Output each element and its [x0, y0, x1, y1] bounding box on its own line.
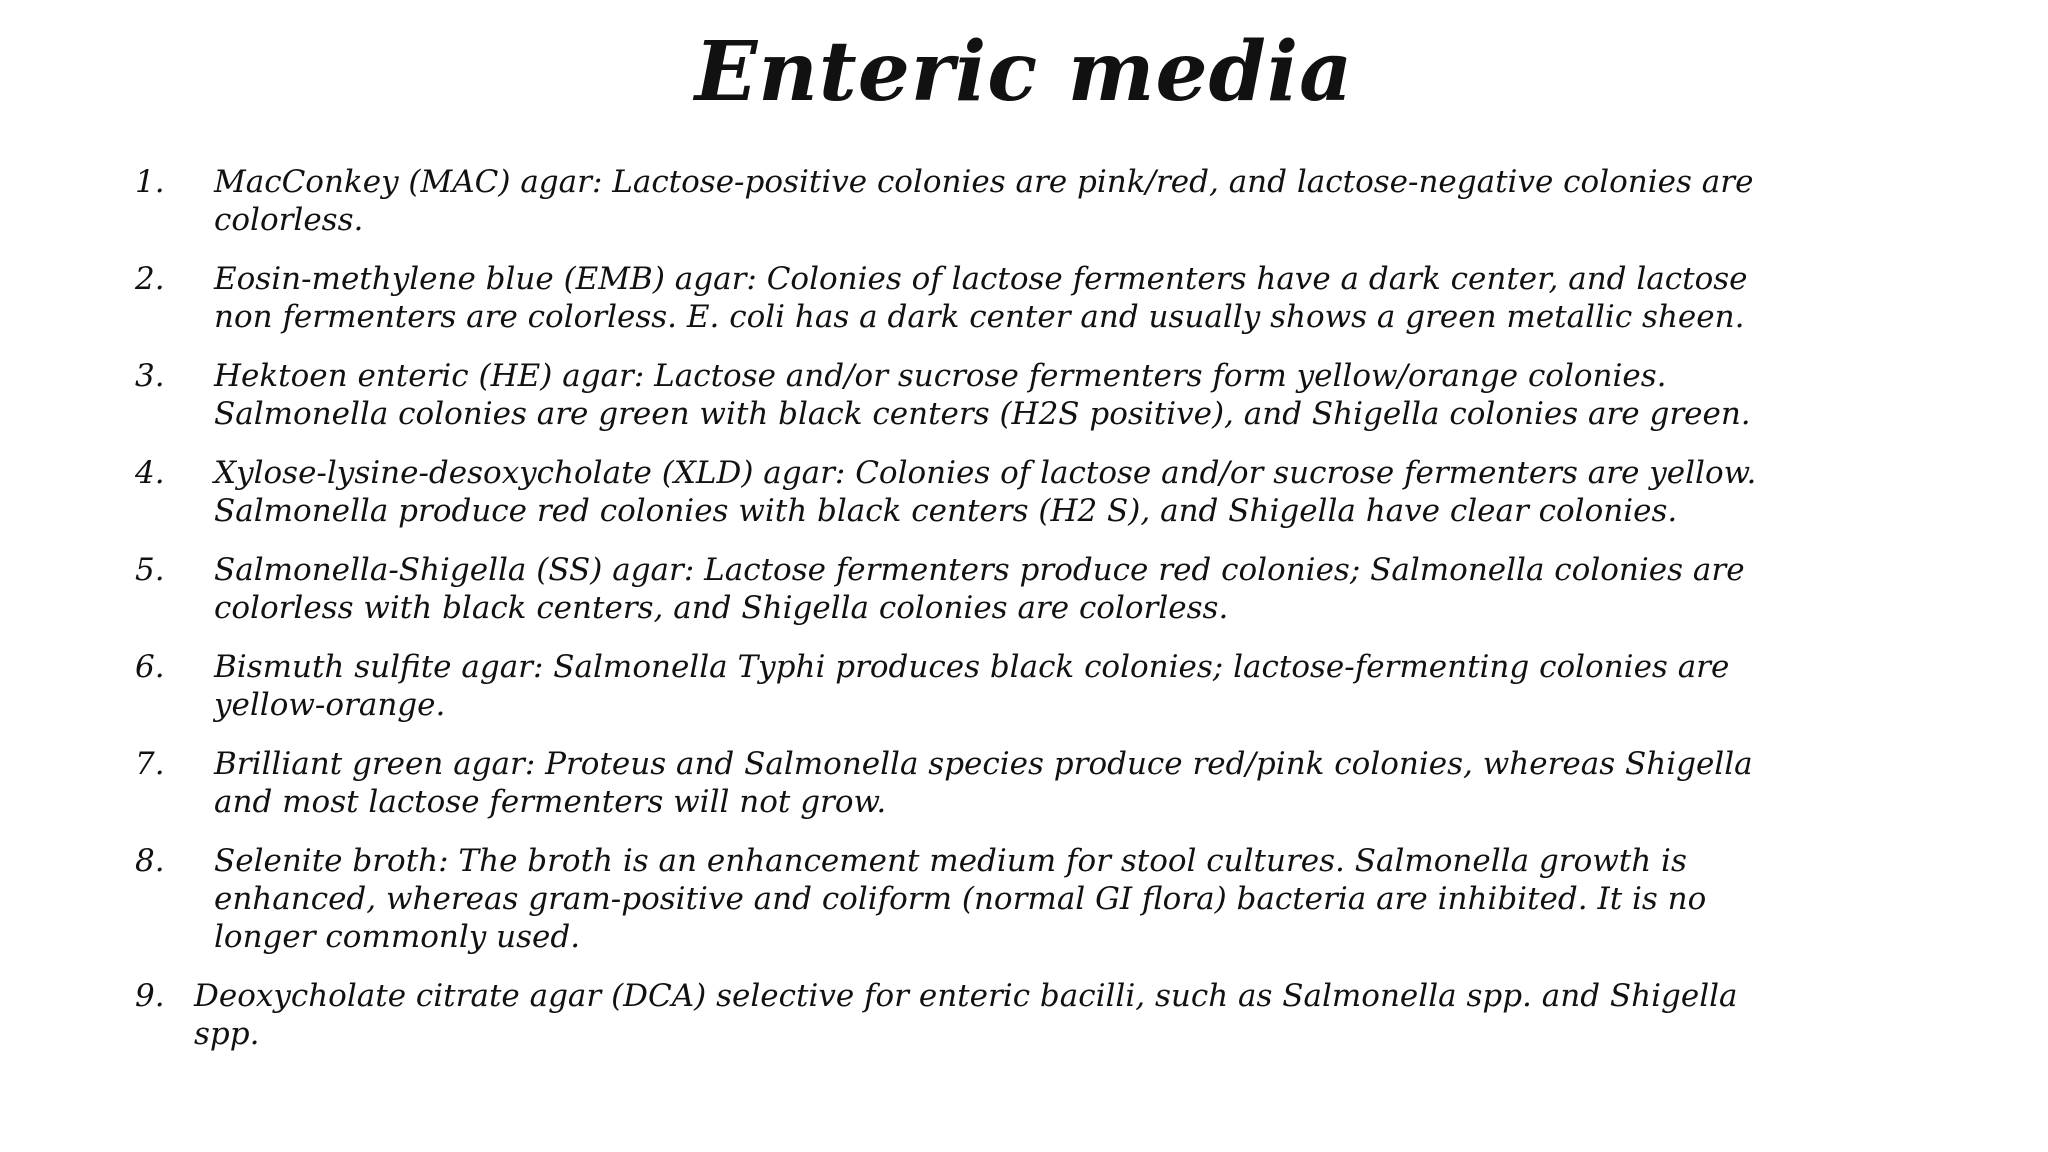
list-item-number: 8.	[135, 843, 165, 879]
list-item	[130, 357, 1930, 433]
list-item-text: Bismuth sulfite agar: Salmonella Typhi produces black colonies; lactose-fermenting colonies are yellow-orange.	[214, 649, 1730, 723]
list-item-number: 5.	[135, 552, 165, 588]
list-item-text: Brilliant green agar: Proteus and Salmonella species produce red/pink colonies, whereas Shigella and most lactose fermenters will not grow.	[214, 746, 1753, 820]
list-item-text: Selenite broth: The broth is an enhancement medium for stool cultures. Salmonella growth is enhanced, whereas gram-positive and coliform (normal GI flora) bacteria are inhibited. It is no longer commonly used.	[214, 843, 1707, 955]
list-item	[130, 551, 1930, 627]
list-item-number: 2.	[135, 261, 165, 297]
list-item	[130, 977, 1930, 1053]
list-item-text: Deoxycholate citrate agar (DCA) selective for enteric bacilli, such as Salmonella spp. and Shigella spp.	[194, 978, 1738, 1052]
list-item	[130, 454, 1930, 530]
list-item	[130, 163, 1930, 239]
slide-title: Enteric media	[694, 24, 1354, 120]
list-item-text: MacConkey (MAC) agar: Lactose-positive colonies are pink/red, and lactose-negative colonies are colorless.	[214, 164, 1754, 238]
list-item-number: 3.	[135, 358, 165, 394]
list-item-text: Eosin-methylene blue (EMB) agar: Colonies of lactose fermenters have a dark center, and lactose non fermenters are colorless. E. coli has a dark center and usually shows a green metallic sheen.	[214, 261, 1748, 335]
list-item-text: Salmonella-Shigella (SS) agar: Lactose fermenters produce red colonies; Salmonella colonies are colorless with black centers, and Shigella colonies are colorless.	[214, 552, 1745, 626]
list-item	[130, 648, 1930, 724]
list-item-number: 6.	[135, 649, 165, 685]
list-item-text: Hektoen enteric (HE) agar: Lactose and/or sucrose fermenters form yellow/orange colonies. Salmonella colonies are green with black centers (H2S positive), and Shigella colonies are green.	[214, 358, 1751, 432]
list-item-text: Xylose-lysine-desoxycholate (XLD) agar: Colonies of lactose and/or sucrose fermenters are yellow. Salmonella produce red colonies with black centers (H2 S), and Shigella have clear colonies.	[214, 455, 1757, 529]
list-item-number: 1.	[135, 164, 165, 200]
media-list	[130, 163, 1930, 1074]
list-item	[130, 842, 1930, 956]
list-item-number: 7.	[135, 746, 165, 782]
list-item	[130, 260, 1930, 336]
list-item	[130, 745, 1930, 821]
list-item-number: 9.	[135, 978, 165, 1014]
list-item-number: 4.	[135, 455, 165, 491]
